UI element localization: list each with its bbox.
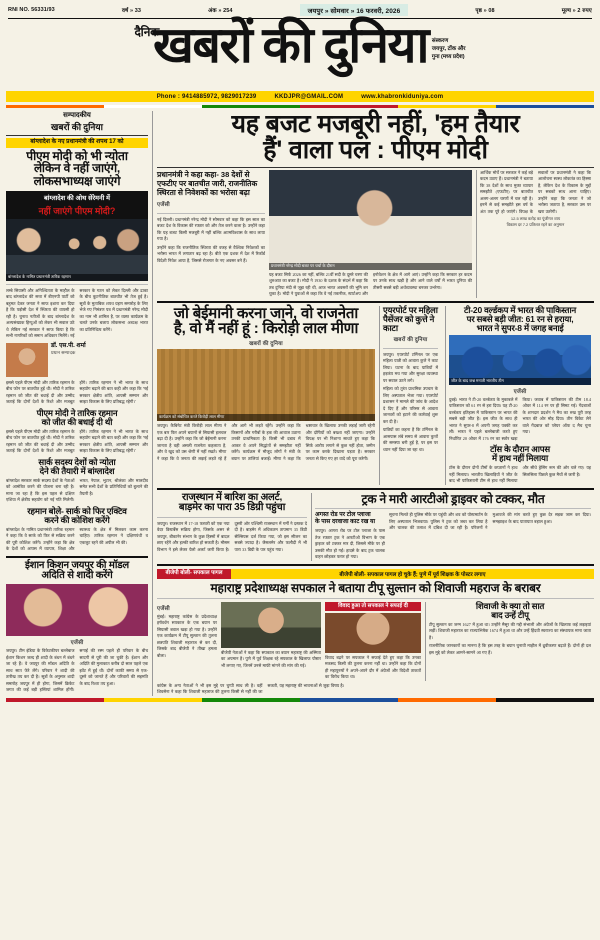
airport-body-2: महिला को तुरंत प्राथमिक उपचार के लिए अस्पताल भेजा गया। एयरपोर्ट प्रशासन ने मामले की जांच के आदेश दे दिए हैं और परिसर से आवारा जानवरों को हटाने की कार्रवाई शुरू कर दी है। xyxy=(383,386,438,424)
kirodi-headline-1: जो बेईमानी करना जाने, वो राजनेता xyxy=(173,304,359,322)
weather-headline-1: राजस्थान में बारिश का अलर्ट, xyxy=(181,491,283,503)
cricket-headline-2: पर सबसे बड़ी जीत: 61 रन से हराया, xyxy=(466,313,574,324)
maharashtra-right-head-1: शिवाजी के क्या तो सात xyxy=(475,600,545,611)
maharashtra-col-4 xyxy=(425,602,594,681)
editorial-sub-body-3: बांग्लादेश के नामित प्रधानमंत्री तारिक रहमान ने कहा कि वे सार्क को फिर से सक्रिय करने की पूरी कोशिश करेंगे। उन्होंने कहा कि क्षेत्र के देशों को आपस में व्यापार, शिक्षा और स्वास्थ्य के क्षेत्र में मिलकर काम करना चाहिए। तारिक रहमान ने दक्षिणपंथी व एकजुट रहने की अपील भी की। xyxy=(6,526,148,552)
page-title: खबरों की दुनिया xyxy=(153,17,428,73)
editorial-headline-1: पीएम मोदी को भी न्योता xyxy=(26,148,128,163)
kirodi-story xyxy=(157,306,375,485)
editorial-body-1: लम्बे सियासी और अनिश्चितता के माहौल के बाद बांग्लादेश की सत्ता में बीएनपी पार्टी को बहुमत देकर जनता ने साफ इशारा कर दिया है कि पड़ोसी देश में स्थिरता की वापसी हो रही है। चुनाव नतीजों के बाद बांग्लादेश के अल्पसंख्यक हिन्दुओं को लेकर भी सवाल उठे थे लेकिन नई सरकार ने साफ किया है कि सभी नागरिकों को समान अधिकार मिलेंगे। xyxy=(6,287,75,339)
edition-info xyxy=(432,38,466,62)
kirodi-body-2: मीणा ने कहा कि वे जनता की लड़ाई लड़ते रहे हैं और आगे भी लड़ते रहेंगे। उन्होंने कहा कि किसानों और गरीबों के हक की आवाज उठाना उनकी प्राथमिकता है। किसी भी दबाव में आकर वे अपने सिद्धांतों से समझौता नहीं करेंगे। xyxy=(157,423,301,461)
maharashtra-row xyxy=(157,602,594,681)
cricket-photo xyxy=(449,335,591,385)
editorial-masthead xyxy=(6,111,148,133)
editorial-body-2: नई सरकार के गठन को लेकर दिल्ली और ढाका के बीच कूटनीतिक बातचीत भी तेज हुई है। सूत्रों के मुताबिक शपथ ग्रहण समारोह के लिए भेजे गए निमंत्रण पत्र में प्रधानमंत्री नरेन्द्र मोदी का नाम भी शामिल है, पर व्यस्त कार्यक्रम के चलते उनके बजाय लोकसभा अध्यक्ष भारत का प्रतिनिधित्व करेंगे। xyxy=(70,287,148,339)
editorial-banner-line-2: नहीं जाएंगे पीएम मोदी? xyxy=(6,204,148,219)
ishan-body xyxy=(6,648,148,694)
editorial-kicker: बांग्लादेश के नए प्रधानमंत्री की शपथ 17 को xyxy=(6,138,148,148)
weather-body-1: जयपुर। राजस्थान में 17-18 फरवरी को एक नया वेदर डिस्टर्बेंस सक्रिय होगा, जिसके असर से जयपुर, बीकानेर संभाग के कुछ हिस्सों में बादल छाए रहेंगे और हल्की बारिश हो सकती है। मौसम विभाग ने इसे लेकर येलो अलर्ट जारी किया है। xyxy=(157,520,230,552)
kirodi-headline-2: है, वो मैं नहीं हूं : किरोड़ी लाल मीणा xyxy=(173,320,359,338)
maharashtra-body-3: विवाद बढ़ने पर सपकाल ने सफाई देते हुए कहा कि उनका मकसद किसी की तुलना करना नहीं था। उन्होंने कहा कि दोनों ही महापुरुषों ने अपने-अपने दौर में अंग्रेजों और विदेशी ताकतों का विरोध किया था। xyxy=(325,654,421,680)
ishan-body-2: सूत्रों के अनुसार शादी समारोह जयपुर में ही होगा, जिसमें क्रिकेट जगत की कई बड़ी हस्तियां शामिल होंगी। सगाई की रस्म पहले ही परिवार के बीच सादगी से पूरी की जा चुकी है। xyxy=(6,648,148,693)
lead-headline-1: यह बजट मजबूरी नहीं, 'हम तैयार xyxy=(231,109,520,138)
lead-stat-2: विकास दर 7.2 प्रतिशत रहने का अनुमान xyxy=(506,222,565,228)
lead-body-4: उन्होंने कहा कि राजनीतिक स्थिरता की वजह से वैश्विक निवेशकों का भरोसा भारत में लगातार बढ़ रहा है। बीते एक दशक में देश में रिकॉर्ड विदेशी निवेश आया है, जिससे रोजगार के नए अवसर बने हैं। xyxy=(157,244,265,263)
page-count: पृष्ठ » 08 xyxy=(475,8,495,14)
top-info-bar xyxy=(6,0,594,18)
maharashtra-col-3 xyxy=(325,602,421,681)
lead-byline: एजेंसी xyxy=(157,201,170,208)
kirodi-body xyxy=(157,423,375,462)
weather-headline-2: बाड़मेर का पारा 35 डिग्री पहुंचा xyxy=(178,502,286,514)
main-grid xyxy=(6,111,594,696)
maharashtra-body-6: राजनीतिक जानकारों का मानना है कि इस तरह के बयान चुनावी माहौल में ध्रुवीकरण बढ़ाते हैं। दोनों ही दल इस मुद्दे को लेकर आमने-सामने आ गए हैं। xyxy=(429,643,591,655)
ishan-photo xyxy=(6,584,148,636)
editorial-sub-headline-3a: रहमान बोले- सार्क को फिर एक्टिव xyxy=(27,505,127,516)
lead-body-6: विपक्ष के सवालों पर प्रधानमंत्री ने कहा कि आलोचना स्वस्थ लोकतंत्र का हिस्सा है, लेकिन देश के विकास के मुद्दों पर सबको साथ आना चाहिए। उन्होंने कहा कि जनता ने जो भरोसा जताया है, सरकार उस पर खरा उतरेगी। xyxy=(519,169,591,214)
truck-body-1: जयपुर। आगरा रोड पर टोल प्लाजा के पास तेज रफ्तार ट्रक ने आरटीओ विभाग के एक ड्राइवर को टक्कर मार दी, जिससे मौके पर ही उसकी मौत हो गई। हादसे के बाद ट्रक चालक वाहन छोड़कर फरार हो गया। xyxy=(315,528,385,560)
airport-headline-2: पैसेंजर को कुत्ते ने xyxy=(383,313,435,324)
editorial-banner-line-1: बांग्लादेश की ओथ सेरेमनी में xyxy=(6,191,148,204)
maharashtra-yellow-kicker: बीजेपी बोली- सपकाल पागल हो चुके हैं; पुणे में पूर्व शिक्षक के पोस्टर लगाए xyxy=(231,569,594,579)
editorial-brand: खबरों की दुनिया xyxy=(51,121,103,132)
editorial-sub-headline-2b: देने की तैयारी में बांग्लादेश xyxy=(39,465,115,476)
editor-role: प्रधान सम्पादक xyxy=(51,350,76,356)
maharashtra-body-2: बीजेपी नेताओं ने कहा कि सपकाल का बयान महाराष्ट्र की अस्मिता का अपमान है। पुणे में पूर्व शिक्षक रहे सपकाल के खिलाफ पोस्टर भी लगाए गए, जिनमें उनसे माफी मांगने की मांग की गई। xyxy=(221,649,321,668)
cricket-photo-caption: जीत के बाद जश्न मनाती भारतीय टीम xyxy=(449,378,591,385)
maharashtra-story xyxy=(157,569,594,696)
airport-story xyxy=(379,306,441,485)
kirodi-photo-caption: कार्यक्रम को संबोधित करते किरोड़ी लाल मीणा xyxy=(157,414,375,421)
maharashtra-body-1: मुंबई। महाराष्ट्र कांग्रेस के प्रदेशाध्यक्ष हर्षवर्धन सपकाल के एक बयान पर सियासी बवाल खड़ा हो गया है। उन्होंने एक कार्यक्रम में टीपू सुल्तान की तुलना छत्रपति शिवाजी महाराज से कर दी, जिसके बाद बीजेपी ने तीखा हमला बोला। xyxy=(157,613,217,658)
masthead xyxy=(6,19,594,91)
cricket-sub-body: टॉस के दौरान दोनों टीमों के कप्तानों ने हाथ नहीं मिलाया। भारतीय खिलाड़ियों ने जीत के बाद भी पाकिस्तानी टीम से हाथ नहीं मिलाया और सीधे ड्रेसिंग रूम की ओर चले गए। यह सिलसिला पिछले कुछ मैचों से जारी है। xyxy=(449,465,591,483)
center-right-column xyxy=(152,111,594,696)
ishan-headline-2: अदिति से शादी करेंगे xyxy=(41,570,113,582)
maharashtra-byline: एजेंसी xyxy=(157,605,170,612)
maharashtra-col-2 xyxy=(221,602,321,681)
editorial-label: सम्पादकीय xyxy=(63,111,91,119)
phone-text: Phone : 9414885972, 9829017239 xyxy=(156,93,257,100)
ishan-byline: एजेंसी xyxy=(70,640,84,647)
tricolor-strip xyxy=(6,105,594,108)
editorial-headline-3: लोकसभाध्यक्ष जाएंगे xyxy=(33,174,121,189)
editorial-photo-caption: बांग्लादेश के नामित प्रधानमंत्री तारिक रहमान xyxy=(6,274,148,281)
editorial-sub-headline-1b: को जीत की बधाई दी थी xyxy=(41,416,113,427)
cricket-headline-3: भारत ने सुपर-8 में जगह बनाई xyxy=(476,322,564,333)
editor-profile xyxy=(6,343,148,377)
lead-photo xyxy=(269,170,472,270)
edition-city-2: गुना (मध्य प्रदेश) xyxy=(431,54,465,61)
lead-body-right xyxy=(480,170,591,216)
truck-body-row xyxy=(315,512,591,561)
cricket-body-3: गेंदबाजों के शानदार प्रदर्शन ने मैच का रुख पूरी तरह भारत की ओर मोड़ दिया। तीन विकेट लेने वाले गेंदबाज को प्लेयर ऑफ द मैच चुना गया। xyxy=(522,403,591,434)
website-link[interactable]: www.khabronkiduniya.com xyxy=(361,93,444,100)
airport-body-1: जयपुर। एयरपोर्ट टर्मिनल पर एक महिला यात्री को आवारा कुत्ते ने काट लिया। घटना के बाद यात्रियों में हड़कंप मच गया और सुरक्षा व्यवस्था पर सवाल उठने लगे। xyxy=(383,351,438,383)
volume-year: वर्ष » 33 xyxy=(121,8,142,14)
airport-headline-1: एयरपोर्ट पर महिला xyxy=(383,304,438,315)
footer-color-bar xyxy=(6,698,594,702)
truck-right xyxy=(389,512,591,561)
airport-body-3: यात्रियों का कहना है कि टर्मिनल के आसपास लंबे समय से आवारा कुत्तों की समस्या बनी हुई है, पर इस पर ध्यान नहीं दिया जा रहा था। xyxy=(383,427,438,452)
editorial-sub-body-1: इससे पहले पीएम मोदी और तारिक रहमान के बीच फोन पर बातचीत हुई थी। मोदी ने तारिक रहमान को जीत की बधाई दी और उम्मीद जताई कि दोनों देशों के रिश्ते और मजबूत होंगे। तारिक रहमान ने भी भारत के साथ सहयोग बढ़ाने की बात कही और कहा कि 'नई सरकार क्षेत्रीय शांति, आपसी सम्मान और साझा विकास के लिए प्रतिबद्ध रहेगी।' xyxy=(6,428,149,454)
editorial-body-3: इससे पहले पीएम मोदी और तारिक रहमान के बीच फोन पर बातचीत हुई थी। मोदी ने तारिक रहमान को जीत की बधाई दी और उम्मीद जताई कि दोनों देशों के रिश्ते और मजबूत होंगे। तारिक रहमान ने भी भारत के साथ सहयोग बढ़ाने की बात कही और कहा कि 'नई सरकार क्षेत्रीय शांति, आपसी सम्मान और साझा विकास के लिए प्रतिबद्ध रहेगी।' xyxy=(6,379,149,405)
edition-label: संस्करण xyxy=(431,38,449,45)
lead-body-mid xyxy=(269,272,472,298)
editorial-sub-headline-1a: पीएम मोदी ने तारिक रहमान xyxy=(36,407,118,418)
contact-bar xyxy=(6,91,594,102)
cricket-body xyxy=(449,397,591,443)
editorial-body-block-1 xyxy=(6,288,148,340)
truck-body-3: परिजनों ने मुआवजे की मांग करते हुए कुछ देर सड़क जाम कर दिया। समझाइश के बाद यातायात बहाल हुआ। xyxy=(470,512,591,531)
kirodi-body-4: उन्होंने विपक्ष पर भी निशाना साधते हुए कहा कि सिर्फ आरोप लगाने से कुछ नहीं होता, जमीन पर काम करके दिखाना पड़ता है। सरकार जनता से किए गए हर वादे को पूरा करेगी। xyxy=(305,429,375,461)
truck-left xyxy=(315,512,385,561)
cricket-headline-1: टी-20 वर्ल्डकप में भारत की पाकिस्तान xyxy=(464,304,576,315)
editorial-sub-headline-2a: सार्क सदस्य देशों को न्योता xyxy=(38,456,116,467)
lead-body-5: मोदी ने युवाओं से कहा कि वे नई तकनीक, स्टार्टअप और इनोवेशन के क्षेत्र में आगे आएं। उन्होंने कहा कि सरकार हर कदम पर उनके साथ खड़ी है और आने वाले वर्षों में भारत दुनिया की तीसरी सबसे बड़ी अर्थव्यवस्था बनकर उभरेगा। xyxy=(282,271,472,296)
maharashtra-red-kicker: बीजेपी बोली- सपकाल पागल xyxy=(157,569,231,579)
editorial-body-block-2 xyxy=(6,380,148,406)
maharashtra-body-4: कांग्रेस के अन्य नेताओं ने भी इस मुद्दे पर चुप्पी साध ली है। वहीं शिवसेना ने कहा कि शिवाजी महाराज की तुलना किसी से नहीं की जा सकती, यह महाराष्ट्र की भावनाओं से जुड़ा विषय है। xyxy=(157,682,345,695)
kirodi-byline: खबरों की दुनिया xyxy=(249,341,283,348)
editorial-headline-2: लेकिन वे नहीं जाएंगे, xyxy=(33,161,121,176)
email-text[interactable]: KKDJPR@GMAIL.COM xyxy=(274,93,344,100)
lead-headline-2: हैं' वाला पल : पीएम मोदी xyxy=(263,136,488,164)
kirodi-photo xyxy=(157,349,375,421)
truck-body-2: सूचना मिलते ही पुलिस मौके पर पहुंची और शव को पोस्टमार्टम के लिए अस्पताल भिजवाया। पुलिस ने ट्रक को जब्त कर लिया है और चालक की तलाश में दबिश दी जा रही है। xyxy=(389,512,488,531)
editor-name: डॉ. एस.पी. शर्मा xyxy=(51,342,86,349)
weather-body-2: दूसरी ओर पश्चिमी राजस्थान में गर्मी ने दस्तक दे दी है। बाड़मेर में अधिकतम तापमान 35 डिग्री सेल्सियस दर्ज किया गया, जो इस सीजन का सबसे ज्यादा है। जैसलमेर और फलौदी में भी पारा 33 डिग्री के पार पहुंच गया। xyxy=(234,520,307,552)
cricket-body-2: भारत ने पहले बल्लेबाजी करते हुए निर्धारित 20 ओवर में 176 रन का स्कोर खड़ा किया। जवाब में पाकिस्तान की टीम 18.4 ओवर में 114 रन पर ही सिमट गई। xyxy=(449,396,591,441)
kirodi-body-1: जयपुर। कैबिनेट मंत्री किरोड़ी लाल मीणा ने एक बार फिर अपने बयानों से सियासी हलचल बढ़ा दी है। उन्होंने कहा कि जो बेईमानी करना जानता है वही असली राजनेता कहलाता है, और वे खुद को उस श्रेणी में नहीं रखते। xyxy=(157,423,227,455)
maharashtra-headline: महाराष्ट्र प्रदेशाध्यक्ष सपकाल ने बताया टीपू सुल्तान को शिवाजी महराज के बराबर xyxy=(210,580,541,595)
dateline: जयपुर » सोमवार » 16 फरवरी, 2026 xyxy=(300,4,409,16)
lead-photo-caption: प्रधानमंत्री नरेन्द्र मोदी बजट पर चर्चा के दौरान xyxy=(269,263,472,270)
cricket-story xyxy=(445,306,594,485)
rni-number: RNI NO. 56331/93 xyxy=(8,7,55,13)
truck-headline: ट्रक ने मारी आरटीओ ड्राइवर को टक्कर, मौत xyxy=(361,491,545,506)
lead-left xyxy=(157,170,265,298)
truck-story xyxy=(311,493,594,561)
maharashtra-photo-2 xyxy=(325,613,421,653)
airport-headline-3: काटा xyxy=(383,322,398,333)
issue-number: अंक » 254 xyxy=(208,8,233,14)
kirodi-body-3: कार्यक्रम में मौजूद लोगों ने मंत्री के बयान पर तालियां बजाईं। मीणा ने कहा कि भ्रष्टाचार के खिलाफ उनकी लड़ाई जारी रहेगी और दोषियों को बख्शा नहीं जाएगा। xyxy=(231,423,375,461)
editorial-photo xyxy=(6,219,148,281)
truck-sub-1: अगस्त रोड पर टोल प्लाजा xyxy=(315,512,371,519)
weather-body xyxy=(157,521,307,554)
ishan-body-3: ईशान और अदिति की मुलाकात करीब दो साल पहले एक इवेंट में हुई थी। दोनों काफी समय से एक-दूसरे को जानते हैं और परिवारों की सहमति के बाद रिश्ता तय हुआ। xyxy=(79,654,148,686)
editorial-sub-headline-3b: करने की कोशिश करेंगे xyxy=(44,514,110,525)
ishan-body-1: जयपुर। टीम इंडिया के विकेटकीपर बल्लेबाज ईशान किशन जल्द ही शादी के बंधन में बंधने जा रहे हैं। वे जयपुर की मॉडल अदिति के साथ सात फेरे लेंगे। परिवार ने शादी की तारीख तय कर दी है। xyxy=(6,648,75,680)
truck-body-rest xyxy=(389,512,591,532)
truck-sub-2: के पास दरवाजा काट रख या xyxy=(315,519,376,526)
lead-body-2: यह बजट सिर्फ 2026 का नहीं, बल्कि 21वीं सदी के दूसरे चरण की शुरुआत का बजट है। मोदी ने 1930 के दशक के संदर्भ में कहा कि तब दुनिया मंदी से जूझ रही थी, आज भारत अवसरों की भूमि बन चुका है। xyxy=(269,271,368,296)
editor-photo xyxy=(6,343,48,377)
lead-stat-1: 12.5 लाख करोड़ का पूंजीगत व्यय xyxy=(510,216,561,221)
edition-city-1: जयपुर, टोंक और xyxy=(431,46,466,53)
cricket-byline: एजेंसी xyxy=(513,388,527,395)
lead-body-3: आर्थिक मोर्चे पर सरकार ने कई बड़े कदम उठाए हैं। प्रधानमंत्री ने बताया कि 38 देशों के साथ मुक्त व्यापार समझौते (एफटीए) पर बातचीत अलग-अलग चरणों में चल रही है। इनमें से कई समझौते इस वर्ष के अंत तक पूरे हो जाएंगे। xyxy=(480,169,533,214)
cricket-sub-headline-2: में हाथ नहीं मिलाया xyxy=(492,453,548,463)
cricket-body-1: दुबई। भारत ने टी-20 वर्ल्डकप के मुकाबले में पाकिस्तान को 61 रन से हरा दिया। यह टी-20 वर्ल्डकप इतिहास में पाकिस्तान पर भारत की सबसे बड़ी जीत है। इस जीत के साथ ही भारत ने सुपर-8 में अपनी जगह पक्की कर ली। xyxy=(449,396,518,434)
masthead-daynik: दैनिक xyxy=(134,25,160,39)
lead-story-block xyxy=(157,170,594,298)
third-row xyxy=(157,493,594,561)
lead-mid xyxy=(269,170,472,298)
editorial-sub-body-2: बांग्लादेश सरकार सार्क सदस्य देशों के नेताओं को आमंत्रित करने की योजना बना रही है। माना जा रहा है कि इस पहल से दक्षिण एशिया में क्षेत्रीय सहयोग को नई गति मिलेगी। भारत, नेपाल, भूटान, श्रीलंका और मालदीव समेत सभी देशों के प्रतिनिधियों को बुलाने की तैयारी है। xyxy=(6,477,148,503)
maharashtra-photo-1 xyxy=(221,602,321,648)
lead-right xyxy=(476,170,594,298)
left-column xyxy=(6,111,148,696)
maharashtra-red-label: विवाद हुआ तो सपकाल ने सफाई दी xyxy=(325,602,421,611)
airport-byline: खबरों की दुनिया xyxy=(393,336,428,343)
cricket-sub-headline-1: टॉस के दौरान आपस xyxy=(490,444,550,454)
weather-story xyxy=(157,493,307,561)
maharashtra-col-1 xyxy=(157,602,217,681)
ishan-headline-1: ईशान किशन जयपुर की मॉडल xyxy=(25,559,129,571)
lead-body-1: नई दिल्ली। प्रधानमंत्री नरेन्द्र मोदी ने सोमवार को कहा कि इस साल का बजट देश के विकास की रफ्तार को और तेज करने वाला है। उन्होंने कहा कि यह बजट किसी मजबूरी में नहीं बल्कि आत्मविश्वास के साथ लाया गया है। xyxy=(157,216,265,242)
second-row xyxy=(157,306,594,485)
maharashtra-body-5: टीपू सुल्तान का जन्म 1627 में हुआ था। उन्होंने मैसूर की गद्दी संभाली और अंग्रेजों के खिलाफ कई लड़ाइयां लड़ीं। शिवाजी महाराज का राज्याभिषेक 1674 में हुआ था और उन्हें हिंदवी स्वराज्य का संस्थापक माना जाता है। xyxy=(429,621,591,640)
lead-kicker: प्रधानमंत्री ने कहा कहा- 38 देशों से एफटीए पर बातचीत जारी, राजनीतिक स्थिरता से निवेशकों का भरोसा बढ़ा xyxy=(157,169,258,198)
maharashtra-right-head-2: बाद उन्हें टीपू xyxy=(491,609,529,620)
price: मूल्य » 2 रुपए xyxy=(561,8,592,14)
